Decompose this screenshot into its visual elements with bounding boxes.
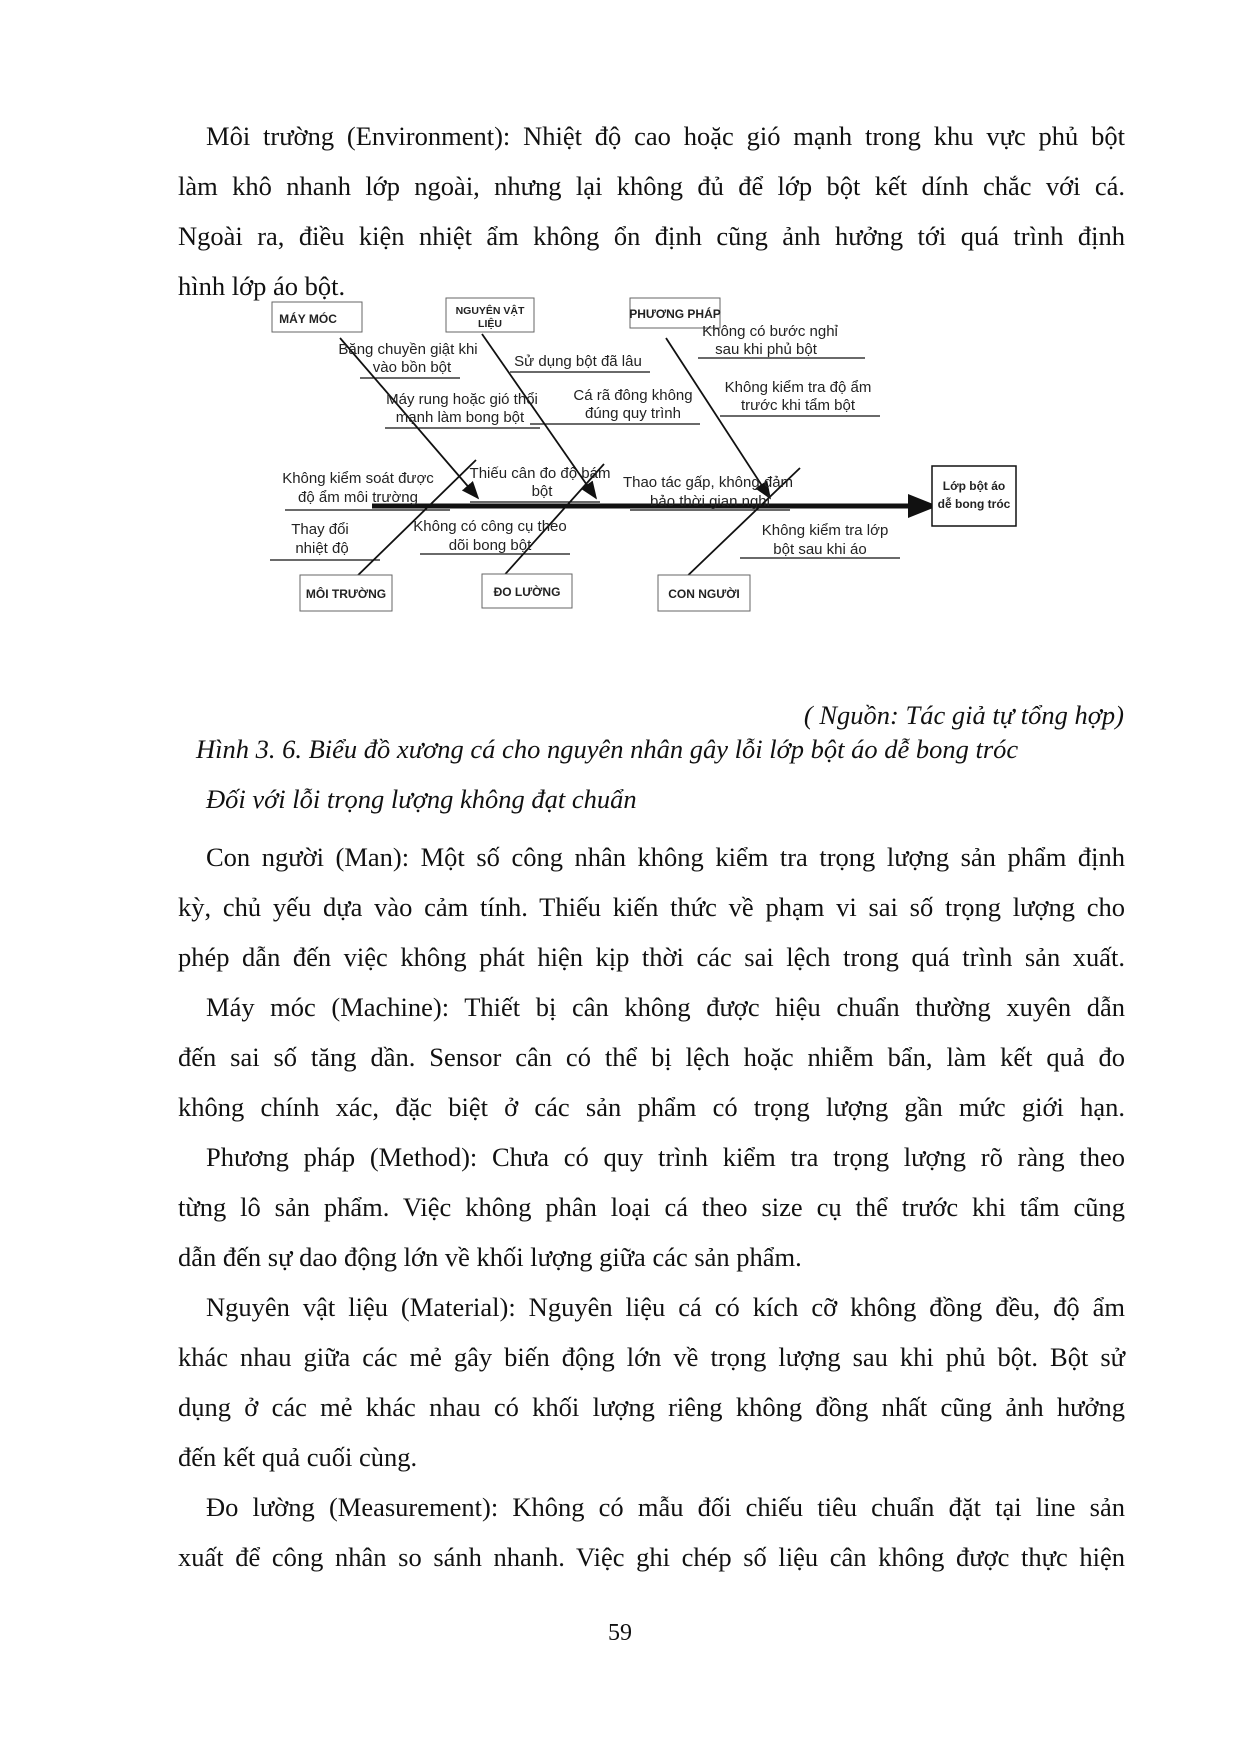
cause-meas-2a: Không có công cụ theo bbox=[413, 518, 567, 535]
effect-label-line1: Lớp bột áo dễ bong tróc bbox=[937, 479, 1011, 511]
figure-source: ( Nguồn: Tác giả tự tổng hợp) bbox=[803, 700, 1124, 730]
text-line: Con người (Man): Một số công nhân không kiểm tra trọng lượng sản phẩm định bbox=[206, 842, 1125, 872]
text-line: Môi trường (Environment): Nhiệt độ cao hoặc gió mạnh trong khu vực phủ bột bbox=[206, 121, 1125, 151]
cause-env-1a: Không kiểm soát được bbox=[282, 470, 434, 487]
cause-machine-2b: mạnh làm bong bột bbox=[395, 409, 525, 426]
figure-caption: Hình 3. 6. Biểu đồ xương cá cho nguyên nhân gây lỗi lớp bột áo dễ bong tróc bbox=[196, 734, 1019, 764]
text-line: không chính xác, đặc biệt ở các sản phẩm có trọng lượng gần mức giới hạn. bbox=[178, 1092, 1125, 1122]
page-number: 59 bbox=[608, 1620, 632, 1646]
cause-method-1a: Không có bước nghỉ bbox=[702, 323, 838, 340]
effect-box bbox=[932, 466, 1016, 526]
category-material bbox=[446, 298, 534, 332]
fishbone-diagram bbox=[279, 305, 1040, 688]
category-measurement bbox=[482, 574, 572, 608]
text-line: làm khô nhanh lớp ngoài, nhưng lại không đủ để lớp bột kết dính chắc với cá. bbox=[178, 171, 1125, 201]
text-line: kỳ, chủ yếu dựa vào cảm tính. Thiếu kiến thức về phạm vi sai số trọng lượng cho bbox=[178, 892, 1125, 922]
svg-text:NGUYÊN VẬTLIỆU: NGUYÊN VẬT LIỆU bbox=[455, 305, 525, 330]
text-line: đến sai số tăng dần. Sensor cân có thể bị lệch hoặc nhiễm bẩn, làm kết quả đo bbox=[178, 1042, 1125, 1072]
paragraph-method bbox=[178, 1132, 1125, 1282]
text-line: Máy móc (Machine): Thiết bị cân không được hiệu chuẩn thường xuyên dẫn bbox=[206, 992, 1125, 1022]
text-line: xuất để công nhân so sánh nhanh. Việc ghi chép số liệu cân không được thực hiện bbox=[178, 1542, 1125, 1572]
cause-man-1a: Thao tác gấp, không đảm bbox=[622, 474, 794, 491]
text-line: từng lô sản phẩm. Việc không phân loại cá theo size cụ thể trước khi tẩm cũng bbox=[178, 1192, 1125, 1222]
cause-meas-1b: bột bbox=[531, 483, 553, 500]
svg-text:ĐO LƯỜNG: ĐO LƯỜNG bbox=[493, 585, 561, 599]
cause-method-2a: Không kiểm tra độ ẩm bbox=[724, 379, 872, 396]
category-man bbox=[658, 575, 750, 611]
cause-material-2a: Cá rã đông không bbox=[573, 387, 693, 404]
cause-material-2b: đúng quy trình bbox=[585, 405, 681, 422]
paragraph-machine bbox=[178, 982, 1125, 1132]
text-line: hình lớp áo bột. bbox=[178, 271, 346, 301]
cause-env-2b: nhiệt độ bbox=[295, 540, 349, 557]
svg-text:PHƯƠNG PHÁP: PHƯƠNG PHÁP bbox=[629, 307, 721, 321]
cause-env-1b: độ ẩm môi trường bbox=[298, 489, 418, 506]
paragraph-measurement bbox=[178, 1482, 1125, 1582]
text-line: Đo lường (Measurement): Không có mẫu đối chiếu tiêu chuẩn đặt tại line sản bbox=[206, 1492, 1125, 1522]
category-environment bbox=[300, 575, 392, 611]
text-line: Ngoài ra, điều kiện nhiệt ẩm không ổn định cũng ảnh hưởng tới quá trình định bbox=[178, 221, 1125, 251]
cause-method-1b: sau khi phủ bột bbox=[715, 341, 817, 358]
text-line: dẫn đến sự dao động lớn về khối lượng giữa các sản phẩm. bbox=[178, 1242, 802, 1272]
text-line: Nguyên vật liệu (Material): Nguyên liệu cá có kích cỡ không đồng đều, độ ẩm bbox=[206, 1292, 1125, 1322]
cause-machine-2a: Máy rung hoặc gió thổi bbox=[386, 391, 538, 408]
svg-text:MÔI TRƯỜNG: MÔI TRƯỜNG bbox=[305, 587, 387, 601]
cause-meas-2b: dõi bong bột bbox=[448, 537, 532, 554]
cause-material-1: Sử dụng bột đã lâu bbox=[514, 353, 642, 370]
text-line: phép dẫn đến việc không phát hiện kịp thời các sai lệch trong quá trình sản xuất. bbox=[178, 942, 1125, 972]
subheading: Đối với lỗi trọng lượng không đạt chuẩn bbox=[206, 784, 637, 814]
svg-text:MÁY MÓC: MÁY MÓC bbox=[279, 312, 337, 326]
cause-method-2b: trước khi tẩm bột bbox=[740, 397, 856, 414]
cause-man-1b: bảo thời gian nghỉ bbox=[650, 493, 770, 510]
paragraph-environment bbox=[178, 111, 1125, 311]
cause-machine-1b: vào bồn bột bbox=[372, 359, 452, 376]
text-line: Phương pháp (Method): Chưa có quy trình kiểm tra trọng lượng rõ ràng theo bbox=[206, 1142, 1125, 1172]
cause-env-2a: Thay đổi bbox=[291, 521, 349, 538]
text-line: đến kết quả cuối cùng. bbox=[178, 1442, 418, 1472]
cause-machine-1a: Băng chuyền giật khi bbox=[338, 341, 478, 358]
cause-man-2a: Không kiểm tra lớp bbox=[761, 522, 889, 539]
paragraph-man bbox=[178, 832, 1125, 982]
cause-man-2b: bột sau khi áo bbox=[773, 541, 867, 558]
text-line: dụng ở các mẻ khác nhau có khối lượng riêng không đồng nhất cũng ảnh hưởng bbox=[178, 1392, 1125, 1422]
text-line: khác nhau giữa các mẻ gây biến động lớn về trọng lượng sau khi phủ bột. Bột sử bbox=[178, 1342, 1125, 1372]
category-machine bbox=[272, 302, 362, 332]
svg-text:CON NGƯỜI: CON NGƯỜI bbox=[668, 587, 740, 601]
cause-meas-1a: Thiếu cân đo độ bám bbox=[469, 465, 611, 482]
paragraph-material bbox=[178, 1282, 1125, 1482]
